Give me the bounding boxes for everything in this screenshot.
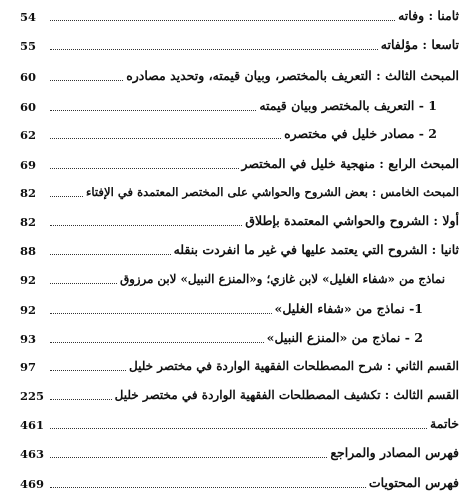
dot-leader <box>50 49 378 50</box>
toc-entry <box>20 2 459 24</box>
dot-leader <box>50 254 171 255</box>
page-number: 93 <box>20 332 37 346</box>
toc-entry <box>20 31 459 53</box>
dot-leader <box>50 138 281 139</box>
toc-entry <box>20 62 459 84</box>
page-number: 88 <box>20 244 37 258</box>
toc-entry <box>20 469 459 491</box>
entry-title: ثامنا : وفاته <box>398 8 459 23</box>
page-number: 82 <box>20 215 37 229</box>
entry-title: 1 - التعريف بالمختصر وبيان قيمته <box>259 98 437 113</box>
entry-title: ثانيا : الشروح التي يعتمد عليها في غير ما انفردت بنقله <box>173 242 459 257</box>
entry-title: المبحث الخامس : بعض الشروح والحواشي على المختصر المعتمدة في الإفتاء <box>85 185 459 199</box>
entry-title: المبحث الرابع : منهجية خليل في المختصر <box>241 156 459 171</box>
toc-entry <box>20 207 459 229</box>
dot-leader <box>50 457 327 458</box>
dot-leader <box>50 225 242 226</box>
toc-entry <box>20 295 459 317</box>
toc-entry <box>20 352 459 374</box>
dot-leader <box>50 110 256 111</box>
dot-leader <box>50 196 83 197</box>
entry-title: خاتمة <box>430 416 459 431</box>
dot-leader <box>50 428 427 429</box>
dot-leader <box>50 80 123 81</box>
dot-leader <box>50 370 126 371</box>
page-number: 55 <box>20 39 37 53</box>
page-number: 92 <box>20 303 37 317</box>
toc-entry <box>20 410 459 432</box>
entry-title: تاسعا : مؤلفاته <box>380 37 459 52</box>
toc-entry <box>20 92 459 114</box>
dot-leader <box>50 313 272 314</box>
entry-title: فهرس المحتويات <box>368 475 459 490</box>
page-number: 463 <box>20 447 45 461</box>
dot-leader <box>50 20 395 21</box>
entry-title: 2 - نماذج من «المنزع النبيل» <box>266 330 423 345</box>
toc-entry <box>20 439 459 461</box>
page-number: 461 <box>20 418 45 432</box>
toc-entry <box>20 236 459 258</box>
entry-title: فهرس المصادر والمراجع <box>330 445 459 460</box>
page-number: 54 <box>20 10 37 24</box>
entry-title: 1- نماذج من «شفاء الغليل» <box>274 301 423 316</box>
entry-title: 2 - مصادر خليل في مختصره <box>284 126 437 141</box>
page-number: 225 <box>20 389 45 403</box>
page-number: 60 <box>20 100 37 114</box>
dot-leader <box>50 168 239 169</box>
entry-title: القسم الثاني : شرح المصطلحات الفقهية الواردة في مختصر خليل <box>129 359 459 373</box>
entry-title: المبحث الثالث : التعريف بالمختصر، وبيان قيمته، وتحديد مصادره <box>126 68 459 83</box>
dot-leader <box>50 342 264 343</box>
page-number: 92 <box>20 273 37 287</box>
page-number: 60 <box>20 70 37 84</box>
dot-leader <box>50 487 366 488</box>
entry-title: أولا : الشروح والحواشي المعتمدة بإطلاق <box>245 213 459 228</box>
page-number: 62 <box>20 128 37 142</box>
dot-leader <box>50 399 112 400</box>
toc-entry <box>20 120 459 142</box>
entry-title: نماذج من «شفاء الغليل» لابن غازي؛ و«المنزع النبيل» لابن مرزوق <box>119 272 445 286</box>
dot-leader <box>50 283 117 284</box>
toc-entry <box>20 324 459 346</box>
toc-entry <box>20 265 459 287</box>
entry-title: القسم الثالث : تكشيف المصطلحات الفقهية الواردة في مختصر خليل <box>114 388 459 402</box>
toc-entry <box>20 178 459 200</box>
toc-entry <box>20 150 459 172</box>
page-number: 97 <box>20 360 37 374</box>
toc-entry <box>20 381 459 403</box>
page-number: 69 <box>20 158 37 172</box>
page-number: 82 <box>20 186 37 200</box>
page-number: 469 <box>20 477 45 491</box>
